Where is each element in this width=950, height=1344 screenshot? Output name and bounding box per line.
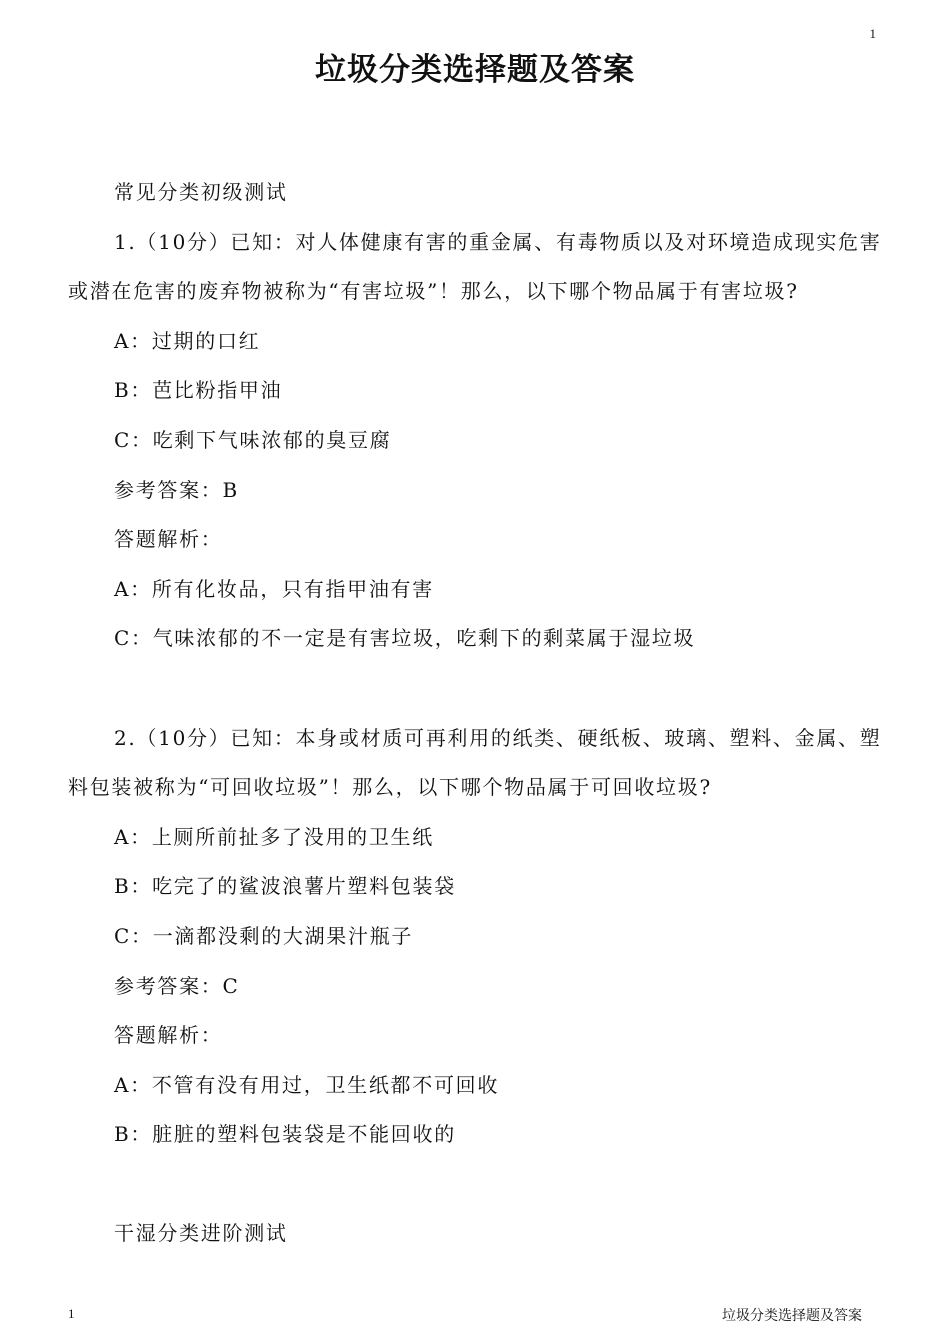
question-1-answer: 参考答案：B [114,477,239,502]
question-1-analysis-c: C：气味浓郁的不一定是有害垃圾，吃剩下的剩菜属于湿垃圾 [114,626,696,651]
header-page-number: 1 [869,26,876,41]
spacer [68,664,882,714]
question-2-analysis-label: 答题解析： [114,1023,223,1048]
document-body [68,168,882,1259]
question-2-analysis-a: A：不管有没有用过，卫生纸都不可回收 [114,1072,500,1097]
question-1-analysis-a: A：所有化妆品，只有指甲油有害 [114,576,434,601]
question-2-option-b: B：吃完了的鲨波浪薯片塑料包装袋 [114,874,456,899]
footer-doc-title: 垃圾分类选择题及答案 [722,1308,862,1324]
footer-page-number: 1 [68,1306,75,1321]
question-2-analysis-b: B：脏脏的塑料包装袋是不能回收的 [114,1122,456,1147]
question-2-option-c: C：一滴都没剩的大湖果汁瓶子 [114,923,414,948]
spacer [68,1160,882,1210]
question-1-option-b: B：芭比粉指甲油 [114,378,283,403]
question-2-option-a: A：上厕所前扯多了没用的卫生纸 [114,824,434,849]
document-title: 垃圾分类选择题及答案 [315,52,635,88]
section-heading: 常见分类初级测试 [114,180,288,204]
question-2-stem: 2.（10分）已知：本身或材质可再利用的纸类、硬纸板、玻璃、塑料、金属、塑料包装被称为“可回收垃圾”！那么，以下哪个物品属于可回收垃圾? [68,725,882,800]
question-1-stem: 1.（10分）已知：对人体健康有害的重金属、有毒物质以及对环境造成现实危害或潜在危害的废弃物被称为“有害垃圾”！那么，以下哪个物品属于有害垃圾? [68,229,882,304]
next-section-heading: 干湿分类进阶测试 [114,1221,288,1246]
question-2-answer: 参考答案：C [114,973,240,998]
question-1-analysis-label: 答题解析： [114,527,223,552]
question-1-option-c: C：吃剩下气味浓郁的臭豆腐 [114,427,392,452]
question-1-option-a: A：过期的口红 [114,328,261,353]
